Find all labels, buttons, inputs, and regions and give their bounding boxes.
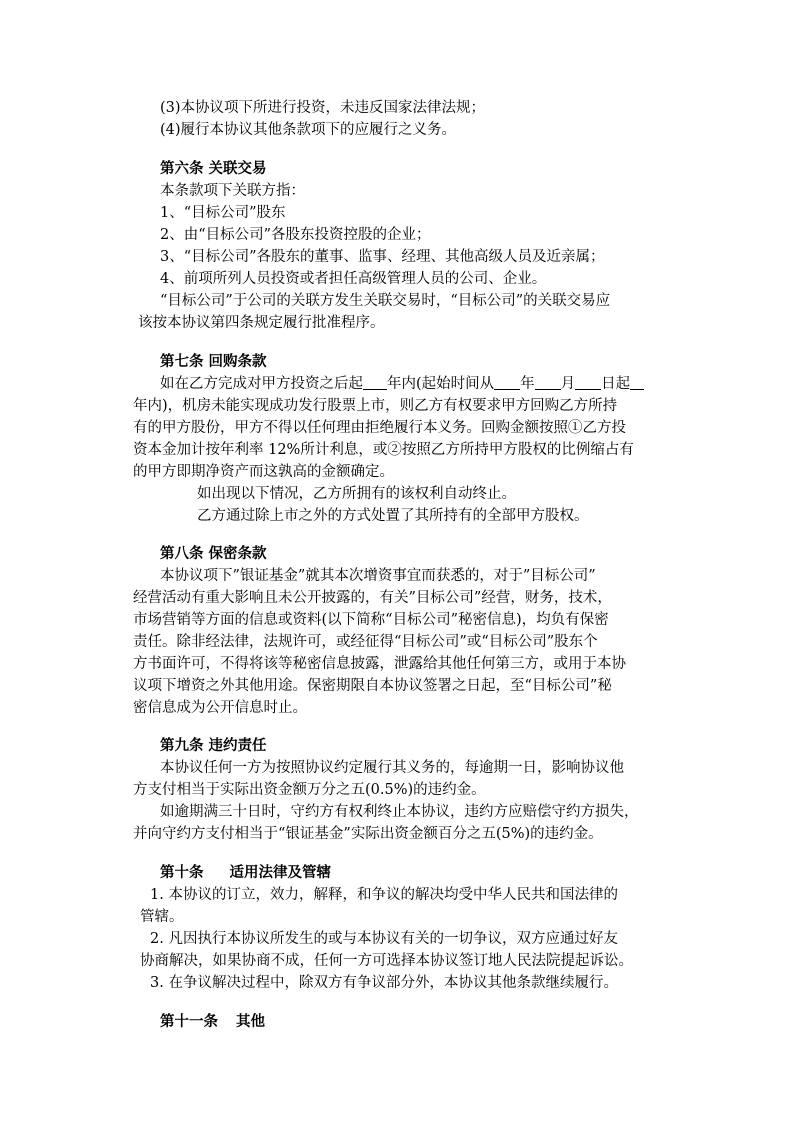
paragraph-line: 责任。除非经法律，法规许可，或经征得“目标公司”或“目标公司”股东个 xyxy=(133,634,598,650)
section-heading-7: 第七条 回购条款 xyxy=(160,353,267,370)
paragraph-line: 资本金加计按年利率 12%所计利息，或②按照乙方所持甲方股权的比例缩占有 xyxy=(133,442,634,458)
paragraph-line: 方书面许可，不得将该等秘密信息披露，泄露给其他任何第三方，或用于本协 xyxy=(133,656,626,672)
list-item: 管辖。 xyxy=(140,909,184,925)
heading-title: 适用法律及管辖 xyxy=(229,864,331,881)
list-item: 协商解决，如果协商不成，任何一方可选择本协议签订地人民法院提起诉讼。 xyxy=(140,953,633,969)
section-heading-10 xyxy=(160,862,331,884)
fill-blank xyxy=(575,375,601,390)
section-heading-6: 第六条 关联交易 xyxy=(160,160,267,177)
fill-blank xyxy=(494,375,520,390)
paragraph-line: (4)履行本协议其他条款项下的应履行之义务。 xyxy=(160,122,457,138)
list-item: 2、由“目标公司”各股东投资控股的企业； xyxy=(160,227,431,243)
section-heading-11 xyxy=(160,1011,265,1033)
text-fragment: 如在乙方完成对甲方投资之后起 xyxy=(160,376,363,392)
text-fragment: 年 xyxy=(520,376,535,392)
paragraph-line: “目标公司”于公司的关联方发生关联交易时，“目标公司”的关联交易应 xyxy=(160,293,611,309)
heading-number: 第十条 xyxy=(160,864,204,881)
paragraph-line: 方支付相当于实际出资金额万分之五(0.5%)的违约金。 xyxy=(133,782,486,798)
paragraph-line: 本协议项下”银证基金”就其本次增资事宜而获悉的，对于”目标公司” xyxy=(160,568,596,584)
section-heading-8: 第八条 保密条款 xyxy=(160,545,267,562)
paragraph-line: (3)本协议项下所进行投资，未违反国家法律法规； xyxy=(160,100,486,116)
list-item: 3. 在争议解决过程中，除双方有争议部分外，本协议其他条款继续履行。 xyxy=(150,975,618,991)
paragraph-line: 乙方通过除上市之外的方式处置了其所持有的全部甲方股权。 xyxy=(197,508,589,524)
list-item: 1. 本协议的订立，效力，解释，和争议的解决均受中华人民共和国法律的 xyxy=(150,887,618,903)
paragraph-line: 年内)，机房未能实现成功发行股票上市，则乙方有权要求甲方回购乙方所持 xyxy=(133,398,618,414)
heading-number: 第十一条 xyxy=(160,1013,218,1030)
paragraph-line: 有的甲方股份，甲方不得以任何理由拒绝履行本义务。回购金额按照①乙方投 xyxy=(133,420,626,436)
paragraph-line: 并向守约方支付相当于“银证基金”实际出资金额百分之五(5%)的违约金。 xyxy=(133,826,603,842)
fill-blank xyxy=(535,375,561,390)
paragraph-line: 的甲方即期净资产而这孰高的金额确定。 xyxy=(133,464,394,480)
heading-title: 其他 xyxy=(236,1013,265,1030)
paragraph-line: 密信息成为公开信息时止。 xyxy=(133,700,307,716)
paragraph-line: 如出现以下情况，乙方所拥有的该权利自动终止。 xyxy=(197,486,516,502)
paragraph-line: 经营活动有重大影响且未公开披露的，有关”目标公司”经营，财务，技术， xyxy=(133,590,612,606)
paragraph-line: 该按本协议第四条规定履行批准程序。 xyxy=(138,315,385,331)
list-item: 4、前项所列人员投资或者担任高级管理人员的公司、企业。 xyxy=(160,271,547,287)
text-fragment: 年内(起始时间从 xyxy=(387,376,495,392)
fill-blank xyxy=(630,375,644,390)
paragraph-line: 本条款项下关联方指： xyxy=(160,183,305,199)
paragraph-line: 本协议任何一方为按照协议约定履行其义务的，每逾期一日，影响协议他 xyxy=(160,760,624,776)
fill-blank xyxy=(363,375,387,390)
paragraph-line: 如逾期满三十日时，守约方有权利终止本协议，违约方应赔偿守约方损失， xyxy=(160,804,639,820)
section-heading-9: 第九条 违约责任 xyxy=(160,737,267,754)
text-fragment: 月 xyxy=(560,376,576,392)
list-item: 3、“目标公司”各股东的董事、监事、经理、其他高级人员及近亲属； xyxy=(160,249,605,265)
paragraph-line xyxy=(160,373,644,395)
paragraph-line: 议项下增资之外其他用途。保密期限自本协议签署之日起，至“目标公司”秘 xyxy=(133,678,612,694)
paragraph-line: 市场营销等方面的信息或资料(以下简称“目标公司”秘密信息)，均负有保密 xyxy=(133,612,609,628)
list-item: 2. 凡因执行本协议所发生的或与本协议有关的一切争议，双方应通过好友 xyxy=(150,931,618,947)
text-fragment: 日起 xyxy=(601,376,631,392)
list-item: 1、“目标公司”股东 xyxy=(160,205,286,221)
